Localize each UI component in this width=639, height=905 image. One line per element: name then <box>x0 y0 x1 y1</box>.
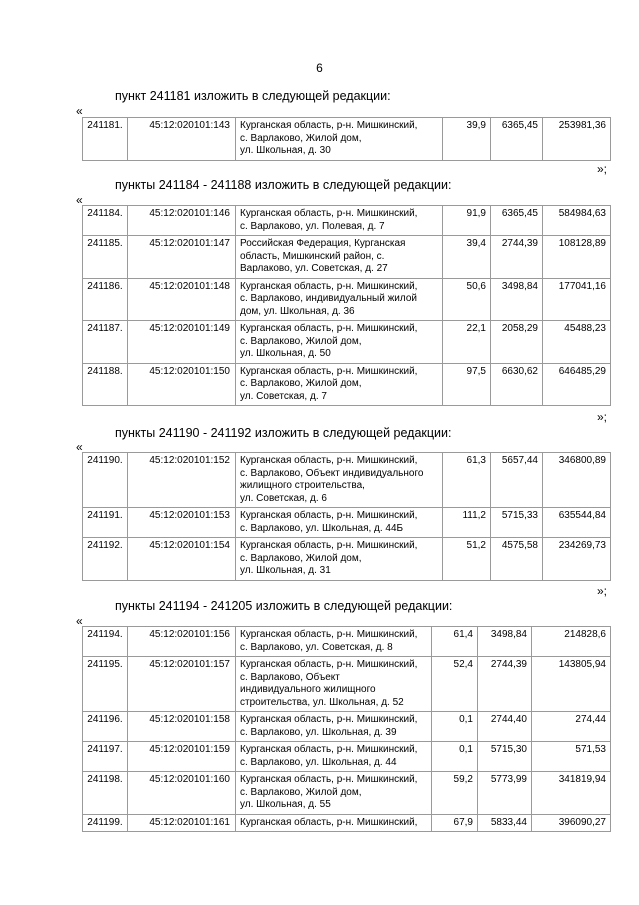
address-line: с. Варлаково, Жилой дом, <box>240 132 362 144</box>
specific-value-cell: 6365,45 <box>491 206 543 236</box>
address-line: Варлаково, ул. Советская, д. 27 <box>240 263 388 274</box>
address-line: строительства, ул. Школьная, д. 52 <box>240 696 404 708</box>
item-number-cell: 241195. <box>83 657 128 712</box>
cadastral-number-cell: 45:12:020101:160 <box>128 772 236 815</box>
section-heading: пункт 241181 изложить в следующей редакции: <box>115 89 391 103</box>
address-line: ул. Советская, д. 6 <box>240 492 327 504</box>
cadastral-number-cell: 45:12:020101:146 <box>128 206 236 236</box>
area-cell: 0,1 <box>432 712 478 742</box>
item-number-cell: 241196. <box>83 712 128 742</box>
cadastral-value-cell: 396090,27 <box>532 814 611 832</box>
address-cell <box>236 363 443 406</box>
area-cell: 59,2 <box>432 772 478 815</box>
area-cell: 67,9 <box>432 814 478 832</box>
cadastral-number-cell: 45:12:020101:156 <box>128 627 236 657</box>
cadastral-value-cell: 635544,84 <box>543 508 611 538</box>
specific-value-cell: 2058,29 <box>491 321 543 364</box>
address-line: с. Варлаково, ул. Школьная, д. 39 <box>240 726 397 738</box>
open-quote: « <box>76 193 83 207</box>
item-number-cell: 241192. <box>83 538 128 581</box>
property-table <box>82 626 611 832</box>
address-line: Курганская область, р-н. Мишкинский, <box>240 365 418 377</box>
address-cell <box>236 627 432 657</box>
address-cell <box>236 742 432 772</box>
area-cell: 61,3 <box>443 453 491 508</box>
area-cell: 97,5 <box>443 363 491 406</box>
address-line: Курганская область, р-н. Мишкинский, <box>240 774 418 785</box>
cadastral-value-cell: 341819,94 <box>532 772 611 815</box>
section-heading: пункты 241194 - 241205 изложить в следующей редакции: <box>115 599 453 613</box>
area-cell: 39,4 <box>443 236 491 279</box>
close-quote: »; <box>597 410 608 424</box>
cadastral-number-cell: 45:12:020101:152 <box>128 453 236 508</box>
address-line: Курганская область, р-н. Мишкинский, <box>240 816 418 828</box>
section-heading: пункты 241190 - 241192 изложить в следующей редакции: <box>115 426 452 440</box>
address-line: с. Варлаково, Жилой дом, <box>240 378 362 389</box>
cadastral-value-cell: 274,44 <box>532 712 611 742</box>
open-quote: « <box>76 440 83 454</box>
item-number-cell: 241184. <box>83 206 128 236</box>
address-line: с. Варлаково, Жилой дом, <box>240 335 362 347</box>
specific-value-cell: 6630,62 <box>491 363 543 406</box>
table-row <box>83 712 611 742</box>
cadastral-number-cell: 45:12:020101:148 <box>128 278 236 321</box>
cadastral-number-cell: 45:12:020101:147 <box>128 236 236 279</box>
item-number-cell: 241194. <box>83 627 128 657</box>
item-number-cell: 241197. <box>83 742 128 772</box>
area-cell: 91,9 <box>443 206 491 236</box>
address-line: ул. Школьная, д. 30 <box>240 145 331 156</box>
cadastral-number-cell: 45:12:020101:153 <box>128 508 236 538</box>
table-row <box>83 118 611 161</box>
address-line: Курганская область, р-н. Мишкинский, <box>240 510 418 521</box>
table-row <box>83 814 611 832</box>
cadastral-number-cell: 45:12:020101:159 <box>128 742 236 772</box>
open-quote: « <box>76 104 83 118</box>
address-line: Курганская область, р-н. Мишкинский, <box>240 120 418 131</box>
address-line: с. Варлаково, ул. Школьная, д. 44Б <box>240 522 404 534</box>
page-number: 6 <box>316 61 323 75</box>
item-number-cell: 241181. <box>83 118 128 161</box>
address-line: Российская Федерация, Курганская <box>240 238 406 249</box>
address-line: Курганская область, р-н. Мишкинский, <box>240 629 418 640</box>
address-cell <box>236 278 443 321</box>
address-cell <box>236 508 443 538</box>
cadastral-number-cell: 45:12:020101:150 <box>128 363 236 406</box>
close-quote: »; <box>597 162 608 176</box>
address-line: Курганская область, р-н. Мишкинский, <box>240 455 418 466</box>
table-row <box>83 278 611 321</box>
address-line: ул. Школьная, д. 55 <box>240 799 331 810</box>
address-line: Курганская область, р-н. Мишкинский, <box>240 540 418 551</box>
area-cell: 61,4 <box>432 627 478 657</box>
cadastral-value-cell: 108128,89 <box>543 236 611 279</box>
address-line: Курганская область, р-н. Мишкинский, <box>240 714 418 725</box>
cadastral-number-cell: 45:12:020101:158 <box>128 712 236 742</box>
property-table <box>82 205 611 406</box>
address-line: жилищного строительства, <box>240 480 365 491</box>
area-cell: 50,6 <box>443 278 491 321</box>
address-line: с. Варлаково, Объект индивидуального <box>240 467 424 479</box>
address-line: Курганская область, р-н. Мишкинский, <box>240 208 418 219</box>
address-cell <box>236 236 443 279</box>
specific-value-cell: 6365,45 <box>491 118 543 161</box>
address-line: Курганская область, р-н. Мишкинский, <box>240 659 418 670</box>
cadastral-number-cell: 45:12:020101:143 <box>128 118 236 161</box>
address-line: индивидуального жилищного <box>240 684 376 695</box>
address-line: с. Варлаково, ул. Школьная, д. 44 <box>240 756 397 768</box>
specific-value-cell: 5715,30 <box>478 742 532 772</box>
address-line: Курганская область, р-н. Мишкинский, <box>240 323 418 334</box>
item-number-cell: 241198. <box>83 772 128 815</box>
cadastral-value-cell: 346800,89 <box>543 453 611 508</box>
address-line: область, Мишкинский район, с. <box>240 250 385 262</box>
table-row <box>83 508 611 538</box>
address-line: с. Варлаково, ул. Полевая, д. 7 <box>240 220 385 232</box>
cadastral-number-cell: 45:12:020101:161 <box>128 814 236 832</box>
area-cell: 0,1 <box>432 742 478 772</box>
address-line: ул. Советская, д. 7 <box>240 390 327 402</box>
address-cell <box>236 657 432 712</box>
open-quote: « <box>76 614 83 628</box>
address-line: с. Варлаково, ул. Советская, д. 8 <box>240 641 393 653</box>
specific-value-cell: 2744,39 <box>491 236 543 279</box>
address-line: с. Варлаково, Жилой дом, <box>240 552 362 564</box>
property-table <box>82 452 611 581</box>
address-line: Курганская область, р-н. Мишкинский, <box>240 280 418 292</box>
table-row <box>83 627 611 657</box>
item-number-cell: 241187. <box>83 321 128 364</box>
address-cell <box>236 321 443 364</box>
cadastral-value-cell: 214828,6 <box>532 627 611 657</box>
cadastral-value-cell: 584984,63 <box>543 206 611 236</box>
area-cell: 39,9 <box>443 118 491 161</box>
table-row <box>83 657 611 712</box>
address-cell <box>236 538 443 581</box>
cadastral-value-cell: 571,53 <box>532 742 611 772</box>
address-cell <box>236 772 432 815</box>
table-row <box>83 321 611 364</box>
address-cell <box>236 453 443 508</box>
property-table <box>82 117 611 161</box>
cadastral-value-cell: 646485,29 <box>543 363 611 406</box>
cadastral-value-cell: 253981,36 <box>543 118 611 161</box>
cadastral-value-cell: 45488,23 <box>543 321 611 364</box>
item-number-cell: 241190. <box>83 453 128 508</box>
address-line: с. Варлаково, индивидуальный жилой <box>240 293 417 304</box>
specific-value-cell: 5715,33 <box>491 508 543 538</box>
address-cell <box>236 118 443 161</box>
cadastral-number-cell: 45:12:020101:154 <box>128 538 236 581</box>
close-quote: »; <box>597 584 608 598</box>
item-number-cell: 241188. <box>83 363 128 406</box>
item-number-cell: 241191. <box>83 508 128 538</box>
address-cell <box>236 712 432 742</box>
specific-value-cell: 4575,58 <box>491 538 543 581</box>
item-number-cell: 241186. <box>83 278 128 321</box>
cadastral-value-cell: 234269,73 <box>543 538 611 581</box>
table-row <box>83 236 611 279</box>
section-heading: пункты 241184 - 241188 изложить в следующей редакции: <box>115 178 452 192</box>
address-line: с. Варлаково, Объект <box>240 671 340 683</box>
address-cell <box>236 206 443 236</box>
cadastral-number-cell: 45:12:020101:149 <box>128 321 236 364</box>
specific-value-cell: 3498,84 <box>491 278 543 321</box>
address-cell <box>236 814 432 832</box>
area-cell: 111,2 <box>443 508 491 538</box>
item-number-cell: 241185. <box>83 236 128 279</box>
specific-value-cell: 5773,99 <box>478 772 532 815</box>
table-row <box>83 206 611 236</box>
table-row <box>83 453 611 508</box>
area-cell: 52,4 <box>432 657 478 712</box>
cadastral-value-cell: 177041,16 <box>543 278 611 321</box>
table-row <box>83 772 611 815</box>
table-row <box>83 363 611 406</box>
specific-value-cell: 2744,40 <box>478 712 532 742</box>
specific-value-cell: 5833,44 <box>478 814 532 832</box>
specific-value-cell: 2744,39 <box>478 657 532 712</box>
address-line: ул. Школьная, д. 50 <box>240 348 331 359</box>
specific-value-cell: 5657,44 <box>491 453 543 508</box>
address-line: дом, ул. Школьная, д. 36 <box>240 305 355 317</box>
address-line: ул. Школьная, д. 31 <box>240 565 331 576</box>
area-cell: 51,2 <box>443 538 491 581</box>
address-line: Курганская область, р-н. Мишкинский, <box>240 744 418 755</box>
cadastral-number-cell: 45:12:020101:157 <box>128 657 236 712</box>
table-row <box>83 742 611 772</box>
address-line: с. Варлаково, Жилой дом, <box>240 786 362 798</box>
item-number-cell: 241199. <box>83 814 128 832</box>
area-cell: 22,1 <box>443 321 491 364</box>
cadastral-value-cell: 143805,94 <box>532 657 611 712</box>
table-row <box>83 538 611 581</box>
specific-value-cell: 3498,84 <box>478 627 532 657</box>
